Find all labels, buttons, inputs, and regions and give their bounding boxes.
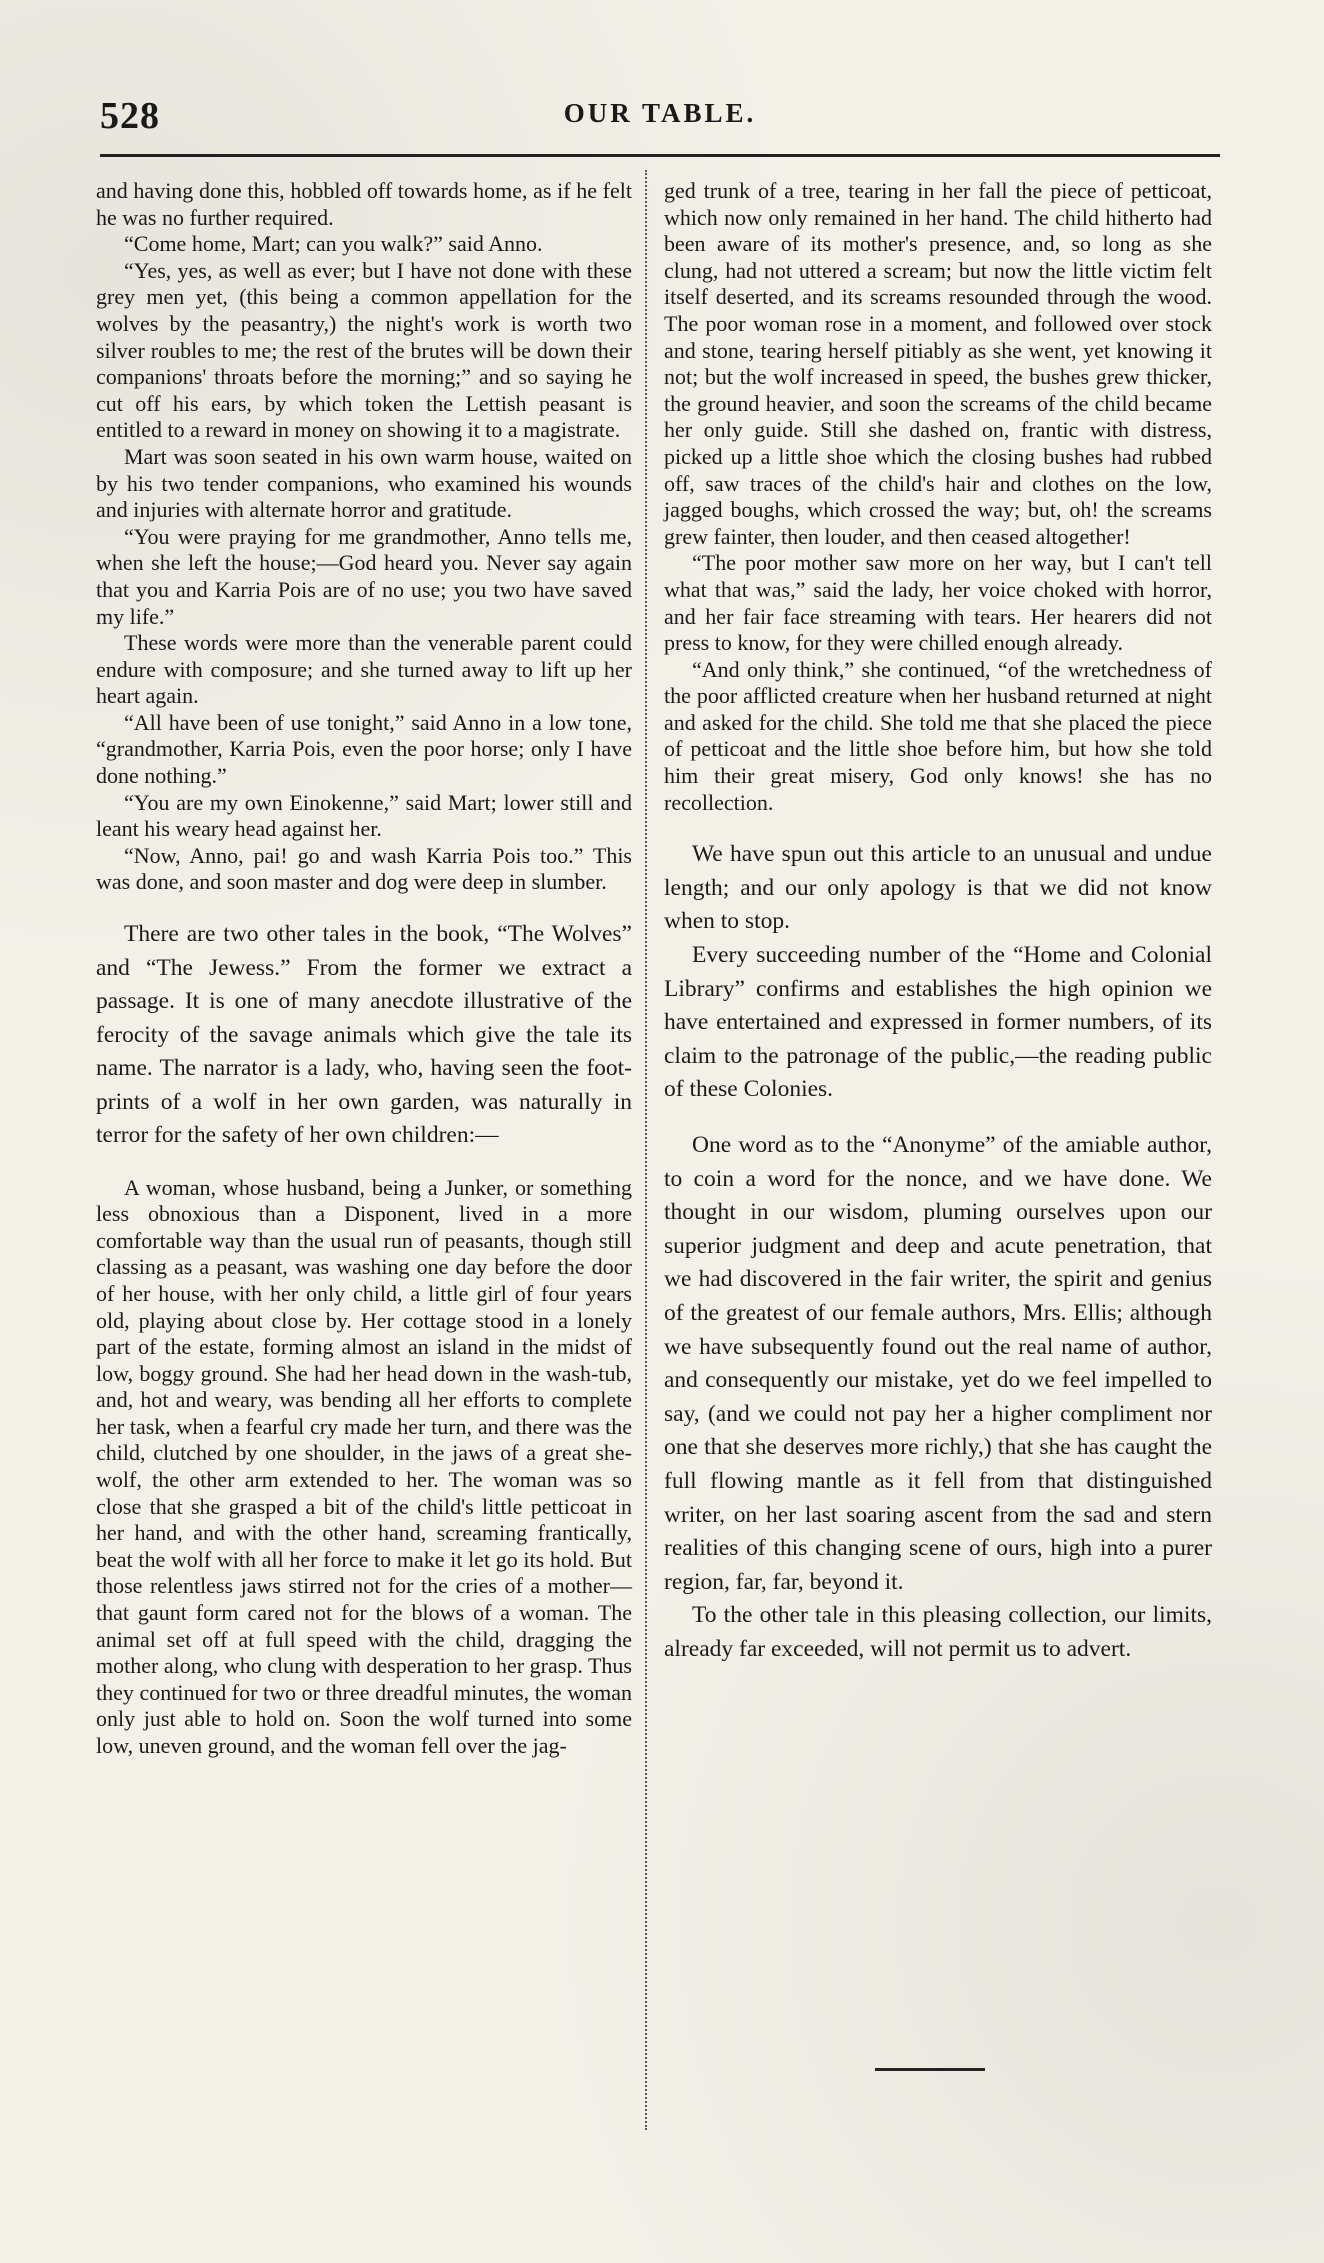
paragraph: To the other tale in this pleasing collection, our limits, already far exceeded, will not permit us to advert. [664, 1602, 1212, 1662]
page-number: 528 [100, 95, 160, 137]
paragraph: These words were more than the venerable parent could endure with composure; and she turned away to lift up her heart again. [96, 630, 632, 709]
paragraph: ged trunk of a tree, tearing in her fall the piece of petticoat, which now only remained in her hand. The child hitherto had been aware of its mother's presence, and, so long as she clung, had not uttered a scream; but now the little victim felt itself deserted, and its screams resounded through the wood. The poor woman rose in a moment, and followed over stock and stone, tearing herself pitiably as she went, yet knowing it not; but the wolf increased in speed, the bushes grew thicker, the ground heavier, and soon the screams of the child became her only guide. Still she dashed on, frantic with distress, picked up a little shoe which the closing bushes had rubbed off, saw traces of the child's hair and clothes on the low, jagged boughs, which crossed the way; but, oh! the screams grew fainter, then louder, and then ceased altogether! [664, 178, 1212, 549]
paragraph: One word as to the “Anonyme” of the amiable author, to coin a word for the nonce, and we have done. We thought in our wisdom, pluming ourselves upon our superior judgment and deep and acute penetration, that we had discovered in the fair writer, the spirit and genius of the greatest of our female authors, Mrs. Ellis; although we have subsequently found out the real name of author, and consequently our mistake, yet do we feel impelled to say, (and we could not pay her a higher compliment nor one that she deserves more richly,) that she has caught the full flowing mantle as it fell from that distinguished writer, on her last soaring ascent from the sad and stern realities of this changing scene of ours, high into a purer region, far, far, beyond it. [664, 1132, 1212, 1595]
column-divider [645, 170, 647, 2130]
paragraph: and having done this, hobbled off towards home, as if he felt he was no further required. [96, 178, 632, 230]
page-header [100, 90, 1220, 150]
paragraph: “The poor mother saw more on her way, but I can't tell what that was,” said the lady, her voice choked with horror, and her fair face streaming with tears. Her hearers did not press to know, for they were chilled enough already. [664, 550, 1212, 656]
paragraph: Mart was soon seated in his own warm house, waited on by his two tender companions, who examined his wounds and injuries with alternate horror and gratitude. [96, 443, 632, 523]
paragraph: We have spun out this article to an unusual and undue length; and our only apology is that we did not know when to stop. [664, 841, 1212, 935]
paragraph: Every succeeding number of the “Home and Colonial Library” confirms and establishes the high opinion we have entertained and expressed in former numbers, of its claim to the patronage of the public,—the reading public of these Colonies. [664, 942, 1212, 1103]
right-column [664, 178, 1212, 1667]
paragraph: “You are my own Einokenne,” said Mart; lower still and leant his weary head against her. [96, 789, 632, 842]
header-rule [100, 154, 1220, 157]
paragraph: “Yes, yes, as well as ever; but I have not done with these grey men yet, (this being a common appellation for the wolves by the peasantry,) the night's work is worth two silver roubles to me; the rest of the brutes will be down their companions' throats before the morning;” and so saying he cut off his ears, by which token the Lettish peasant is entitled to a reward in money on showing it to a magistrate. [96, 257, 632, 443]
running-head: OUR TABLE. [563, 98, 757, 128]
paragraph: “All have been of use tonight,” said Anno in a low tone, “grandmother, Karria Pois, even the poor horse; only I have done nothing.” [96, 709, 632, 789]
paragraph: A woman, whose husband, being a Junker, or something less obnoxious than a Disponent, lived in a more comfortable way than the usual run of peasants, though still classing as a peasant, was washing one day before the door of her house, with her only child, a little girl of four years old, playing about close by. Her cottage stood in a lonely part of the estate, forming almost an island in the midst of low, boggy ground. She had her head down in the wash-tub, and, hot and weary, was bending all her efforts to complete her task, when a fearful cry made her turn, and there was the child, clutched by one shoulder, in the jaws of a great she-wolf, the other arm extended to her. The woman was so close that she grasped a bit of the child's little petticoat in her hand, and with the other hand, screaming frantically, beat the wolf with all her force to make it let go its hold. But those relentless jaws stirred not for the cries of a mother—that gaunt form cared not for the blows of a woman. The animal set off at full speed with the child, dragging the mother along, who clung with desperation to her grasp. Thus they continued for two or three dreadful minutes, the woman only just able to hold on. Soon the wolf turned into some low, uneven ground, and the woman fell over the jag- [96, 1174, 632, 1758]
paragraph: “Now, Anno, pai! go and wash Karria Pois too.” This was done, and soon master and dog were deep in slumber. [96, 842, 632, 895]
paragraph: “And only think,” she continued, “of the wretchedness of the poor afflicted creature when her husband returned at night and asked for the child. She told me that she placed the piece of petticoat and the little shoe before him, but how she told him their great misery, God only knows! she has no recollection. [664, 656, 1212, 815]
left-column [96, 178, 632, 1760]
paragraph: “Come home, Mart; can you walk?” said Anno. [124, 231, 543, 257]
paragraph: “You were praying for me grandmother, Anno tells me, when she left the house;—God heard you. Never say again that you and Karria Pois are of no use; you two have saved my life.” [96, 523, 632, 629]
paragraph: There are two other tales in the book, “The Wolves” and “The Jewess.” From the former we extract a passage. It is one of many anecdote illustrative of the ferocity of the savage animals which give the tale its name. The narrator is a lady, who, having seen the foot-prints of a wolf in her own garden, was naturally in terror for the safety of her own children:— [96, 921, 632, 1149]
end-rule [875, 2068, 985, 2071]
